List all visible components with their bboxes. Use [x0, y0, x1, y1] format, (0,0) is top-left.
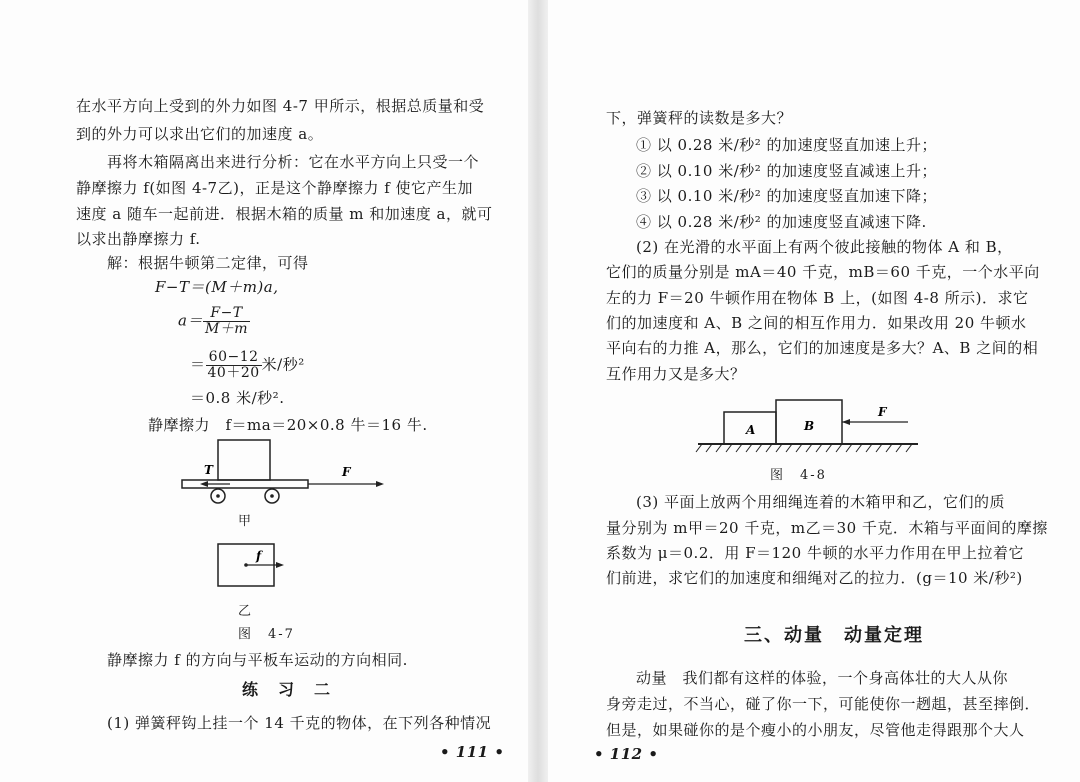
cart-wheel-hub	[216, 494, 220, 498]
left-line-7: 解：根据牛顿第二定律，可得	[107, 254, 309, 272]
force-arrowhead	[842, 419, 850, 425]
label-B: B	[804, 419, 815, 433]
label-A: A	[746, 423, 756, 437]
tension-arrowhead	[200, 481, 208, 487]
option-1: ① 以 0.28 米/秒² 的加速度竖直加速上升；	[636, 136, 938, 154]
label-F: F	[878, 405, 887, 419]
label-f: f	[256, 549, 262, 563]
label-F: F	[342, 465, 351, 479]
fraction-denominator: 40＋20	[207, 365, 260, 381]
left-line-6: 以求出静摩擦力 f.	[76, 230, 201, 248]
figure-caption-4-7: 图 4-7	[238, 627, 295, 642]
left-after-figure: 静摩擦力 f 的方向与平板车运动的方向相同.	[107, 651, 408, 669]
book-gutter	[528, 0, 548, 782]
equation-result: ＝0.8 米/秒².	[190, 389, 285, 407]
eq-lhs: ＝	[190, 355, 206, 374]
exercise-heading: 练 习 二	[242, 680, 333, 699]
para3-line-2: 量分别为 m甲＝20 千克，m乙＝30 千克．木箱与平面间的摩擦	[606, 519, 1048, 537]
fraction-denominator: M＋m	[204, 321, 249, 337]
para4-line-1: 动量 我们都有这样的体验，一个身高体壮的大人从你	[636, 669, 1009, 687]
para2-line-4: 们的加速度和 A、B 之间的相互作用力．如果改用 20 牛顿水	[606, 314, 1027, 332]
fig-label-jia: 甲	[238, 514, 253, 529]
option-2: ② 以 0.10 米/秒² 的加速度竖直减速上升；	[636, 162, 938, 180]
fraction-numerator: F−T	[203, 306, 250, 322]
para3-line-4: 们前进，求它们的加速度和细绳对乙的拉力．(g＝10 米/秒²)	[606, 569, 1023, 587]
right-line-1: 下，弹簧秤的读数是多大？	[606, 109, 793, 127]
para3-line-1: (3) 平面上放两个用细绳连着的木箱甲和乙，它们的质	[636, 493, 1006, 511]
para2-line-3: 左的力 F＝20 牛顿作用在物体 B 上，(如图 4-8 所示)．求它	[606, 289, 1029, 307]
fraction	[203, 306, 250, 337]
label-T: T	[204, 463, 213, 477]
para2-line-6: 互作用力又是多大？	[606, 365, 746, 383]
option-3: ③ 以 0.10 米/秒² 的加速度竖直加速下降；	[636, 187, 938, 205]
para3-line-3: 系数为 μ＝0.2．用 F＝120 牛顿的水平力作用在甲上拉着它	[606, 544, 1024, 562]
eq-unit: 米/秒²	[261, 355, 305, 374]
left-line-1: 在水平方向上受到的外力如图 4-7 甲所示，根据总质量和受	[76, 97, 485, 115]
para2-line-1: (2) 在光滑的水平面上有两个彼此接触的物体 A 和 B，	[636, 238, 1013, 256]
page-number-left: • 111 •	[440, 743, 505, 761]
option-4: ④ 以 0.28 米/秒² 的加速度竖直减速下降.	[636, 213, 927, 231]
left-line-4: 静摩擦力 f(如图 4-7乙)，正是这个静摩擦力 f 使它产生加	[76, 179, 474, 197]
left-line-3: 再将木箱隔离出来进行分析：它在水平方向上只受一个	[107, 153, 480, 171]
para2-line-5: 平向右的力推 A，那么，它们的加速度是多大？A、B 之间的相	[606, 339, 1039, 357]
cart-box	[218, 440, 270, 480]
friction-arrowhead	[276, 562, 284, 568]
eq-lhs: a＝	[178, 311, 203, 330]
equation-friction: 静摩擦力 f＝ma＝20×0.8 牛＝16 牛.	[148, 416, 428, 434]
exercise-1: (1) 弹簧秤钩上挂一个 14 千克的物体，在下列各种情况	[107, 714, 492, 732]
figure-caption-4-8: 图 4-8	[770, 468, 827, 483]
para2-line-2: 它们的质量分别是 mA＝40 千克，mB＝60 千克，一个水平向	[606, 263, 1040, 281]
figure-4-8	[698, 398, 928, 462]
figure-4-7-cart	[170, 436, 400, 516]
fraction	[206, 350, 262, 381]
fraction-numerator: 60−12	[206, 350, 262, 366]
force-arrowhead	[376, 481, 384, 487]
right-page	[548, 0, 1080, 782]
figure-4-7-box	[212, 540, 292, 590]
equation-newton: F−T＝(M＋m)a,	[155, 278, 279, 296]
ground-hatching	[696, 444, 912, 452]
left-line-2: 到的外力可以求出它们的加速度 a。	[76, 125, 324, 143]
page-number-right: • 112 •	[594, 745, 659, 763]
para4-line-3: 但是，如果碰你的是个瘦小的小朋友，尽管他走得跟那个大人	[606, 721, 1025, 739]
fig-label-yi: 乙	[238, 604, 253, 619]
equation-substitution	[190, 350, 305, 381]
para4-line-2: 身旁走过，不当心，碰了你一下，可能使你一趔趄，甚至摔倒．	[606, 695, 1041, 713]
left-page	[0, 0, 528, 782]
equation-acceleration	[178, 306, 250, 337]
left-line-5: 速度 a 随车一起前进．根据木箱的质量 m 和加速度 a，就可	[76, 205, 493, 223]
section-title: 三、动量 动量定理	[744, 625, 924, 646]
cart-wheel-hub	[270, 494, 274, 498]
